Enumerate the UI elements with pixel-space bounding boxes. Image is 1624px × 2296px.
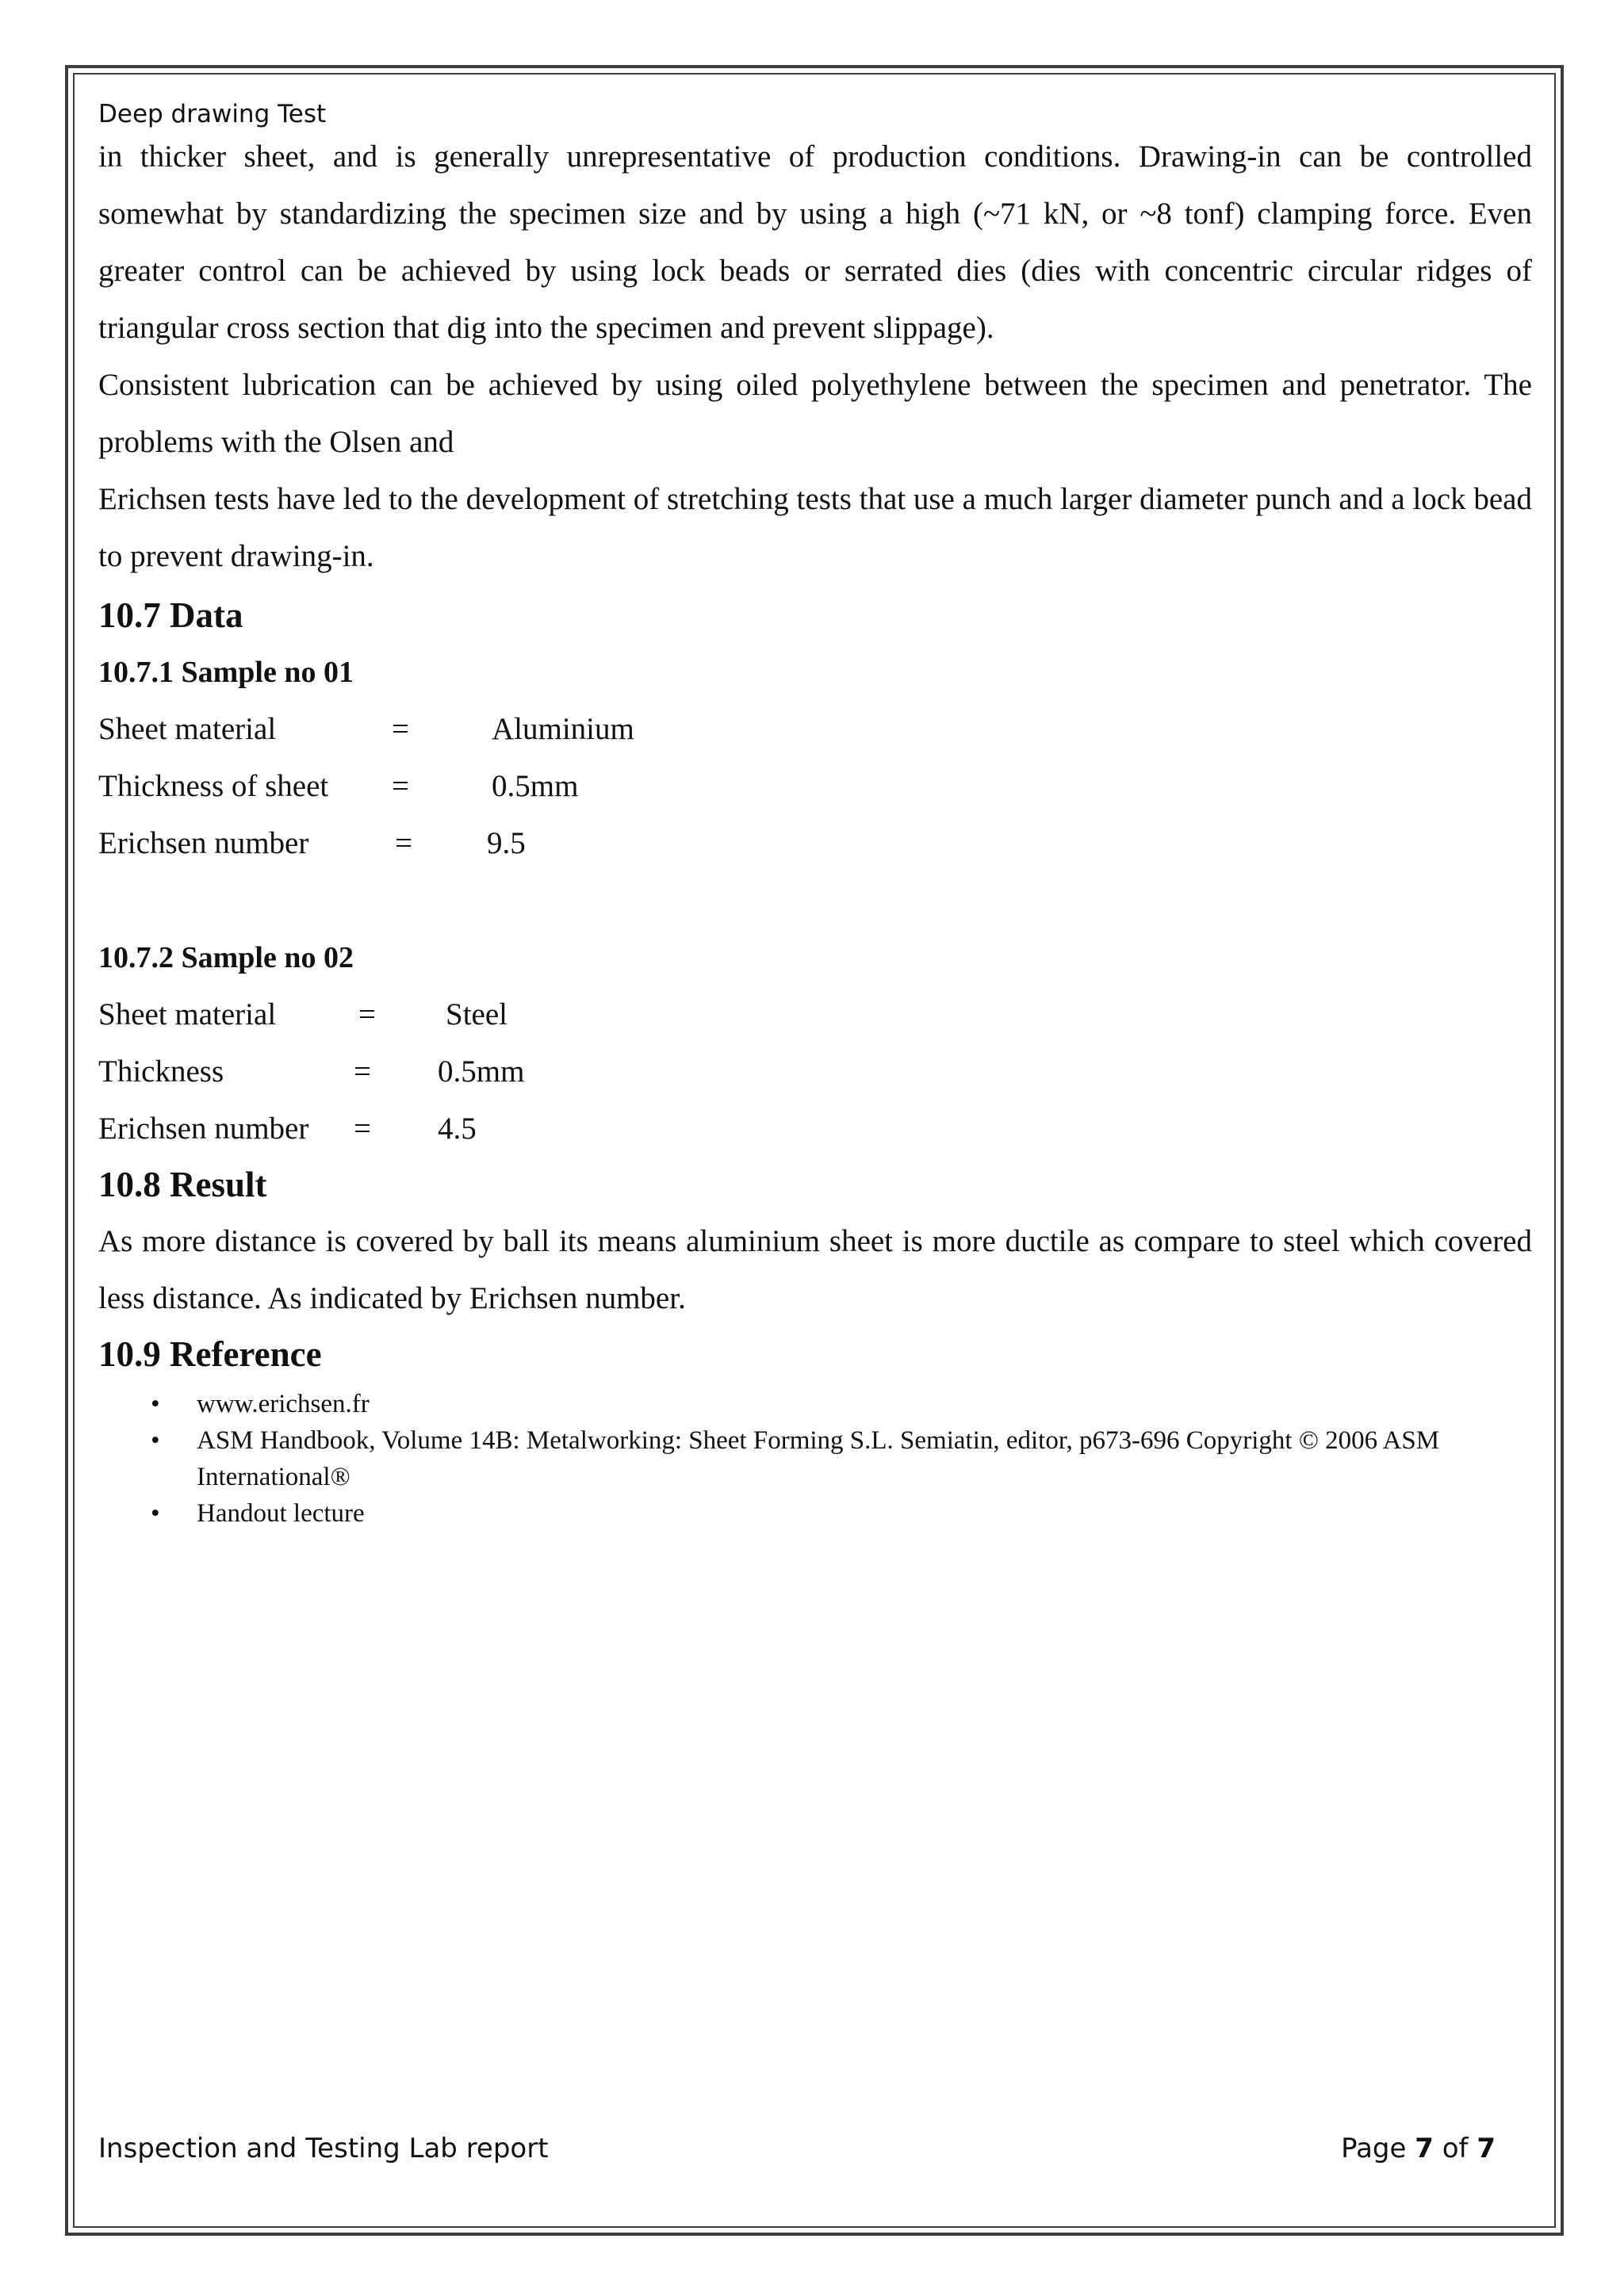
sample2-row-erichsen <box>98 1100 1532 1158</box>
row-label: Sheet material <box>98 712 277 746</box>
row-equals: = <box>392 769 409 803</box>
page-prefix: Page <box>1341 2133 1407 2164</box>
page-of: of <box>1442 2133 1469 2164</box>
row-value: 9.5 <box>487 826 526 860</box>
bullet-icon: • <box>151 1499 160 1528</box>
sample2-row-material <box>98 986 1532 1043</box>
row-equals: = <box>395 826 412 860</box>
reference-list <box>98 1386 1532 1532</box>
bullet-icon: • <box>151 1390 160 1418</box>
page-content <box>98 128 1532 1532</box>
row-label: Erichsen number <box>98 826 309 860</box>
row-value: 4.5 <box>438 1112 477 1146</box>
intro-paragraph-1: in thicker sheet, and is generally unrepresentative of production conditions. Drawing-in can be controlled somewhat by standardizing the specimen size and by using a high (~71 kN, or ~8 tonf) clamping force. Even greater control can be achieved by using lock beads or serrated dies (dies with concentric circular ridges of triangular cross section that dig into the specimen and prevent slippage). <box>98 140 1532 345</box>
sample2-heading: 10.7.2 Sample no 02 <box>98 941 354 974</box>
result-heading: 10.8 Result <box>98 1165 267 1204</box>
row-value: 0.5mm <box>492 769 579 803</box>
reference-heading: 10.9 Reference <box>98 1334 322 1374</box>
row-value: 0.5mm <box>438 1054 525 1089</box>
result-paragraph: As more distance is covered by ball its means aluminium sheet is more ductile as compare to steel which covered less distance. As indicated by Erichsen number. <box>98 1224 1532 1315</box>
row-value: Steel <box>446 997 508 1031</box>
row-label: Thickness of sheet <box>98 769 329 803</box>
sample1-row-erichsen <box>98 815 1532 872</box>
sample1-row-material <box>98 701 1532 758</box>
row-equals: = <box>358 997 376 1031</box>
row-value: Aluminium <box>492 712 634 746</box>
reference-text: Handout lecture <box>197 1499 365 1528</box>
page-total: 7 <box>1477 2133 1496 2164</box>
reference-item <box>98 1422 1532 1495</box>
sample1-row-thickness <box>98 758 1532 815</box>
intro-paragraph-3: Erichsen tests have led to the development of stretching tests that use a much larger diameter punch and a lock bead to prevent drawing-in. <box>98 482 1532 573</box>
sample2-row-thickness <box>98 1043 1532 1100</box>
intro-paragraph-2: Consistent lubrication can be achieved by using oiled polyethylene between the specimen and penetrator. The problems with the Olsen and <box>98 368 1532 459</box>
bullet-icon: • <box>151 1426 160 1455</box>
running-header: Deep drawing Test <box>98 100 327 128</box>
row-equals: = <box>354 1054 371 1089</box>
page-current: 7 <box>1415 2133 1434 2164</box>
row-label: Sheet material <box>98 997 277 1031</box>
reference-item <box>98 1495 1532 1532</box>
data-heading: 10.7 Data <box>98 595 243 635</box>
footer-report-title: Inspection and Testing Lab report <box>98 2133 549 2164</box>
sample1-heading: 10.7.1 Sample no 01 <box>98 656 354 689</box>
reference-text: www.erichsen.fr <box>197 1390 370 1418</box>
row-label: Erichsen number <box>98 1112 309 1146</box>
reference-text: ASM Handbook, Volume 14B: Metalworking: Sheet Forming S.L. Semiatin, editor, p673-696 Copyright © 2006 ASM International® <box>197 1426 1440 1491</box>
row-equals: = <box>354 1112 371 1146</box>
reference-item <box>98 1386 1532 1422</box>
footer-page-number <box>1341 2133 1496 2164</box>
row-equals: = <box>392 712 409 746</box>
row-label: Thickness <box>98 1054 224 1089</box>
